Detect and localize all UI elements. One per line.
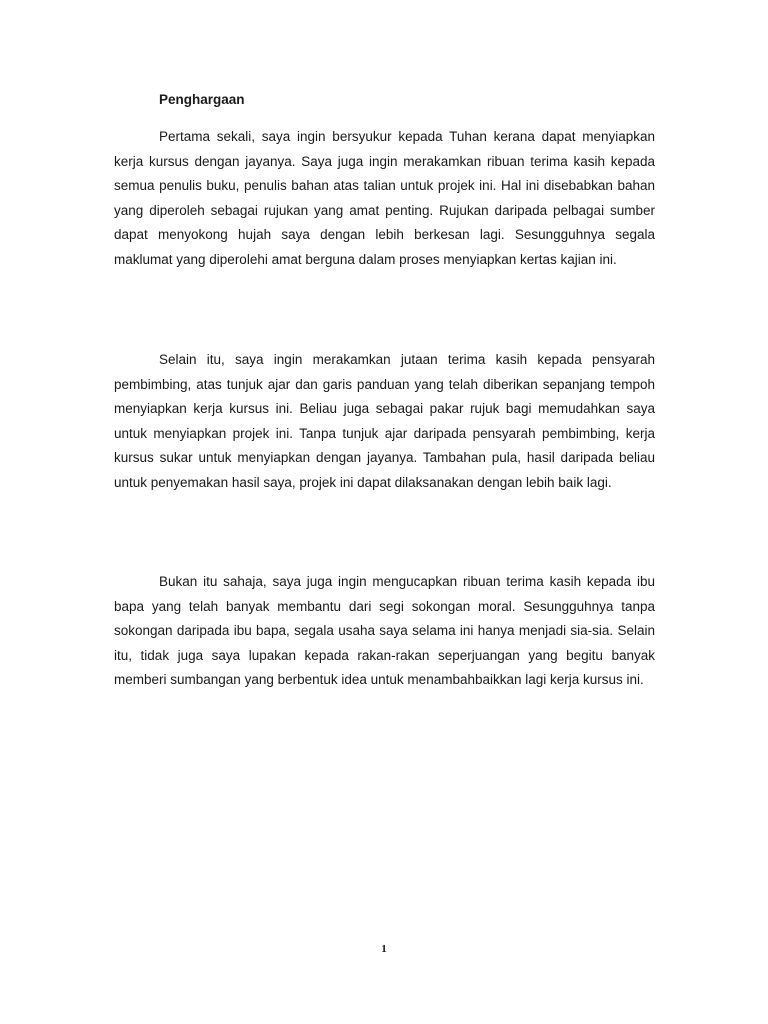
page-number: 1 [381,943,387,955]
page-title: Penghargaan [159,92,245,107]
paragraph-gratitude-god: Pertama sekali, saya ingin bersyukur kepada Tuhan kerana dapat menyiapkan kerja kursus dengan jayanya. Saya juga ingin merakamkan ribuan terima kasih kepada semua penulis buku, penulis bahan atas talian untuk projek ini. Hal ini disebabkan bahan yang diperoleh sebagai rujukan yang amat penting. Rujukan daripada pelbagai sumber dapat menyokong hujah saya dengan lebih berkesan lagi. Sesungguhnya segala maklumat yang diperolehi amat berguna dalam proses menyiapkan kertas kajian ini. [114,129,655,267]
paragraph-gratitude-lecturer: Selain itu, saya ingin merakamkan jutaan terima kasih kepada pensyarah pembimbing, atas tunjuk ajar dan garis panduan yang telah diberikan sepanjang tempoh menyiapkan kerja kursus ini. Beliau juga sebagai pakar rujuk bagi memudahkan saya untuk menyiapkan projek ini. Tanpa tunjuk ajar daripada pensyarah pembimbing, kerja kursus sukar untuk menyiapkan dengan jayanya. Tambahan pula, hasil daripada beliau untuk penyemakan hasil saya, projek ini dapat dilaksanakan dengan lebih baik lagi. [114,352,655,490]
paragraph-gratitude-parents: Bukan itu sahaja, saya juga ingin mengucapkan ribuan terima kasih kepada ibu bapa yang telah banyak membantu dari segi sokongan moral. Sesungguhnya tanpa sokongan daripada ibu bapa, segala usaha saya selama ini hanya menjadi sia-sia. Selain itu, tidak juga saya lupakan kepada rakan-rakan seperjuangan yang begitu banyak memberi sumbangan yang berbentuk idea untuk menambahbaikkan lagi kerja kursus ini. [114,574,655,688]
